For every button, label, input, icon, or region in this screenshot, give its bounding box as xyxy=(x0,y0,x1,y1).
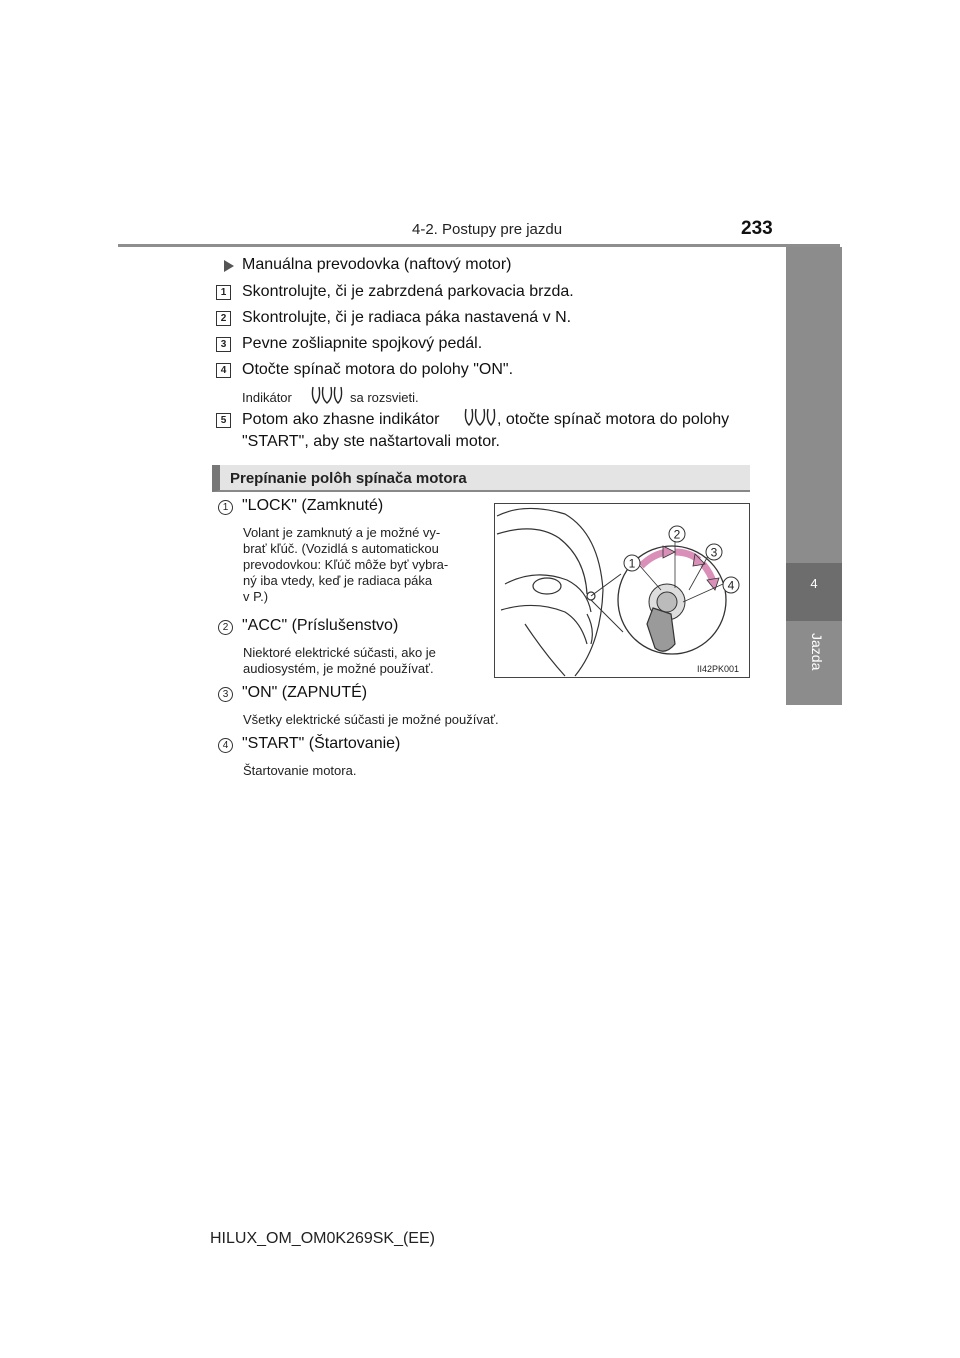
step-text: Skontrolujte, či je radiaca páka nastavená v N. xyxy=(242,309,572,326)
section-heading xyxy=(212,465,750,492)
figure-label: 2 xyxy=(673,527,681,542)
step-number: 5 xyxy=(216,413,231,428)
chapter-label: Jazda xyxy=(809,633,825,671)
step-text: Otočte spínač motora do polohy "ON". xyxy=(242,361,514,378)
chapter-number: 4 xyxy=(810,576,818,591)
glow-plug-indicator-icon xyxy=(462,406,498,433)
step-number: 4 xyxy=(216,363,231,378)
position-title: "ON" (ZAPNUTÉ) xyxy=(242,684,368,701)
position-title: "LOCK" (Zamknuté) xyxy=(242,497,384,514)
note-text-b: sa rozsvieti. xyxy=(350,390,419,405)
position-description: Niektoré elektrické súčasti, ako je audiosystém, je možné používať. xyxy=(243,645,436,676)
position-number: 1 xyxy=(218,500,233,515)
step-number: 3 xyxy=(216,337,231,352)
steering-wheel-illustration xyxy=(497,508,603,676)
step-text: Potom ako zhasne indikátor xyxy=(242,411,440,428)
header-section: 4-2. Postupy pre jazdu xyxy=(412,221,563,238)
figure-label: 3 xyxy=(710,545,718,560)
subheading: Manuálna prevodovka (naftový motor) xyxy=(242,256,512,273)
note-text-a: Indikátor xyxy=(242,390,292,405)
section-title: Prepínanie polôh spínača motora xyxy=(230,470,467,487)
step-text: Skontrolujte, či je zabrzdená parkovacia brzda. xyxy=(242,283,574,300)
ignition-switch-figure xyxy=(494,503,750,678)
triangle-bullet-icon xyxy=(224,259,234,277)
position-description: Všetky elektrické súčasti je možné používať. xyxy=(243,712,499,727)
figure-code: II42PK001 xyxy=(697,664,740,674)
step-number: 2 xyxy=(216,311,231,326)
position-number: 2 xyxy=(218,620,233,635)
figure-label: 1 xyxy=(628,556,636,571)
position-title: "ACC" (Príslušenstvo) xyxy=(242,617,399,634)
step-number: 1 xyxy=(216,285,231,300)
position-number: 3 xyxy=(218,687,233,702)
position-number: 4 xyxy=(218,738,233,753)
document-footer: HILUX_OM_OM0K269SK_(EE) xyxy=(210,1230,435,1247)
glow-plug-indicator-icon xyxy=(309,384,345,411)
chapter-tab xyxy=(786,563,842,621)
position-description: Volant je zamknutý a je možné vy- brať kľúč. (Vozidlá s automatickou prevodovkou: Kľúč môže byť vybra- ný iba vtedy, keď je radiaca páka v P.) xyxy=(243,525,449,604)
header-rule xyxy=(118,244,840,247)
page-number: 233 xyxy=(741,218,773,239)
step-text: "START", aby ste naštartovali motor. xyxy=(242,433,500,450)
figure-label: 4 xyxy=(727,578,735,593)
step-text: Pevne zošliapnite spojkový pedál. xyxy=(242,335,483,352)
step-text: , otočte spínač motora do polohy xyxy=(497,411,730,428)
position-description: Štartovanie motora. xyxy=(243,763,357,778)
position-title: "START" (Štartovanie) xyxy=(242,735,401,752)
